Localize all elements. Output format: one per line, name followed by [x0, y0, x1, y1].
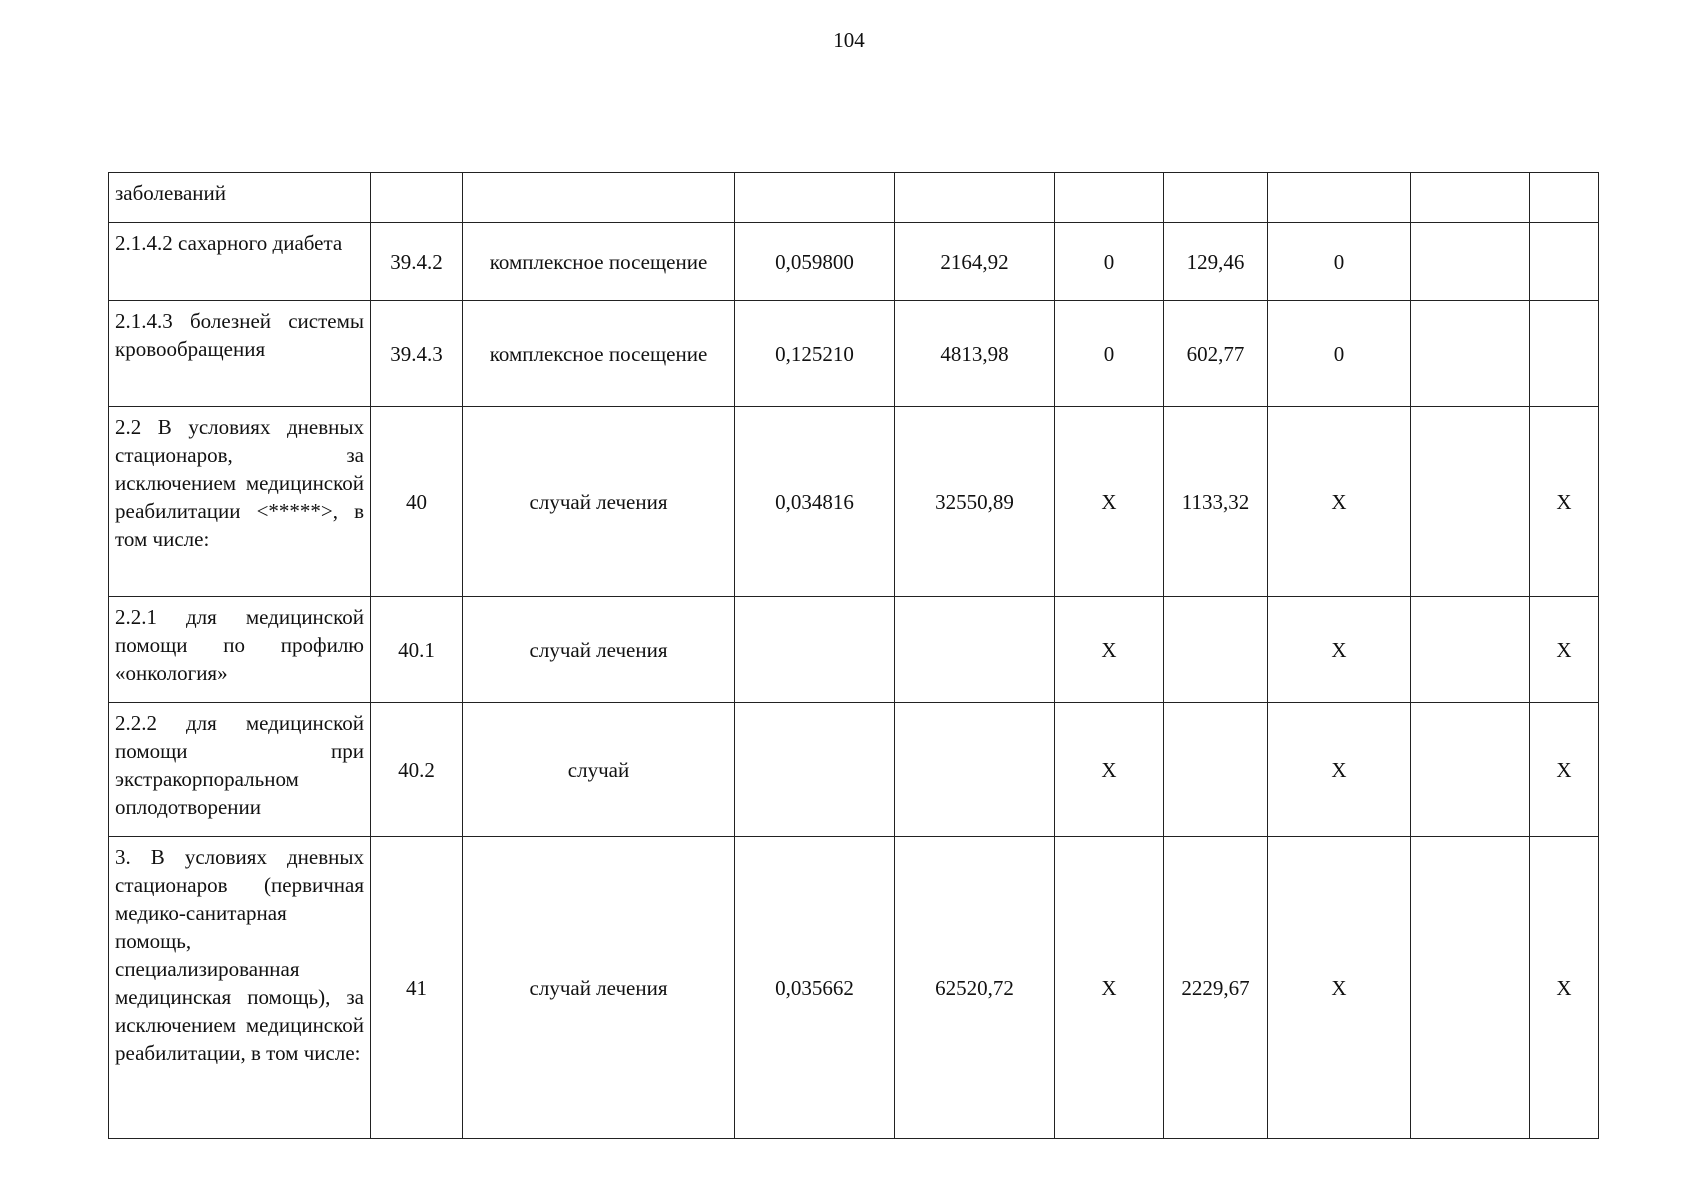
value-cell — [1411, 407, 1530, 597]
row-name-cell: 2.1.4.3 болезней системы кровообращения — [109, 301, 371, 407]
volume-cell: 0,125210 — [735, 301, 895, 407]
row-name-cell: 2.2.1 для медицинской помощи по профилю «онкология» — [109, 597, 371, 703]
value-cell: X — [1530, 703, 1599, 837]
table-row — [109, 407, 1599, 597]
table-row — [109, 703, 1599, 837]
cost-cell: 2164,92 — [895, 223, 1055, 301]
value-cell: X — [1055, 837, 1164, 1139]
volume-cell: 0,034816 — [735, 407, 895, 597]
table-row — [109, 597, 1599, 703]
value-cell: 2229,67 — [1164, 837, 1268, 1139]
value-cell: X — [1268, 597, 1411, 703]
cost-cell — [895, 597, 1055, 703]
row-name-cell: 3. В условиях дневных стационаров (первичная медико-санитарная помощь, специализированная медицинская помощь), за исключением медицинской реабилитации, в том числе: — [109, 837, 371, 1139]
table-row — [109, 223, 1599, 301]
unit-cell: случай — [463, 703, 735, 837]
table-row — [109, 173, 1599, 223]
tariff-table — [108, 172, 1599, 1139]
code-cell: 39.4.2 — [371, 223, 463, 301]
value-cell: X — [1268, 407, 1411, 597]
value-cell: 0 — [1055, 223, 1164, 301]
value-cell: X — [1268, 703, 1411, 837]
cost-cell — [895, 173, 1055, 223]
table-row — [109, 301, 1599, 407]
row-name-cell: 2.2.2 для медицинской помощи при экстракорпоральном оплодотворении — [109, 703, 371, 837]
code-cell: 40.1 — [371, 597, 463, 703]
value-cell — [1411, 223, 1530, 301]
cost-cell: 62520,72 — [895, 837, 1055, 1139]
value-cell: X — [1530, 837, 1599, 1139]
row-name-cell: заболеваний — [109, 173, 371, 223]
unit-cell: случай лечения — [463, 597, 735, 703]
unit-cell: случай лечения — [463, 407, 735, 597]
code-cell: 40.2 — [371, 703, 463, 837]
code-cell — [371, 173, 463, 223]
code-cell: 41 — [371, 837, 463, 1139]
volume-cell — [735, 703, 895, 837]
value-cell — [1411, 173, 1530, 223]
value-cell: 0 — [1268, 301, 1411, 407]
code-cell: 39.4.3 — [371, 301, 463, 407]
unit-cell: комплексное посещение — [463, 301, 735, 407]
value-cell — [1164, 597, 1268, 703]
value-cell: X — [1055, 597, 1164, 703]
value-cell — [1411, 301, 1530, 407]
page-number: 104 — [833, 28, 865, 52]
value-cell — [1411, 597, 1530, 703]
value-cell: X — [1530, 597, 1599, 703]
volume-cell: 0,035662 — [735, 837, 895, 1139]
value-cell — [1164, 703, 1268, 837]
volume-cell — [735, 173, 895, 223]
value-cell: 0 — [1055, 301, 1164, 407]
value-cell: X — [1055, 407, 1164, 597]
row-name-cell: 2.1.4.2 сахарного диабета — [109, 223, 371, 301]
value-cell: 602,77 — [1164, 301, 1268, 407]
value-cell: X — [1055, 703, 1164, 837]
value-cell — [1164, 173, 1268, 223]
unit-cell: случай лечения — [463, 837, 735, 1139]
value-cell — [1411, 837, 1530, 1139]
value-cell — [1055, 173, 1164, 223]
value-cell: 129,46 — [1164, 223, 1268, 301]
table-row — [109, 837, 1599, 1139]
value-cell: 0 — [1268, 223, 1411, 301]
cost-cell — [895, 703, 1055, 837]
value-cell — [1530, 301, 1599, 407]
volume-cell — [735, 597, 895, 703]
value-cell — [1411, 703, 1530, 837]
value-cell: X — [1268, 837, 1411, 1139]
value-cell — [1268, 173, 1411, 223]
value-cell: X — [1530, 407, 1599, 597]
value-cell — [1530, 223, 1599, 301]
unit-cell: комплексное посещение — [463, 223, 735, 301]
value-cell — [1530, 173, 1599, 223]
row-name-cell: 2.2 В условиях дневных стационаров, за исключением медицинской реабилитации <*****>, в том числе: — [109, 407, 371, 597]
value-cell: 1133,32 — [1164, 407, 1268, 597]
code-cell: 40 — [371, 407, 463, 597]
cost-cell: 4813,98 — [895, 301, 1055, 407]
cost-cell: 32550,89 — [895, 407, 1055, 597]
volume-cell: 0,059800 — [735, 223, 895, 301]
unit-cell — [463, 173, 735, 223]
